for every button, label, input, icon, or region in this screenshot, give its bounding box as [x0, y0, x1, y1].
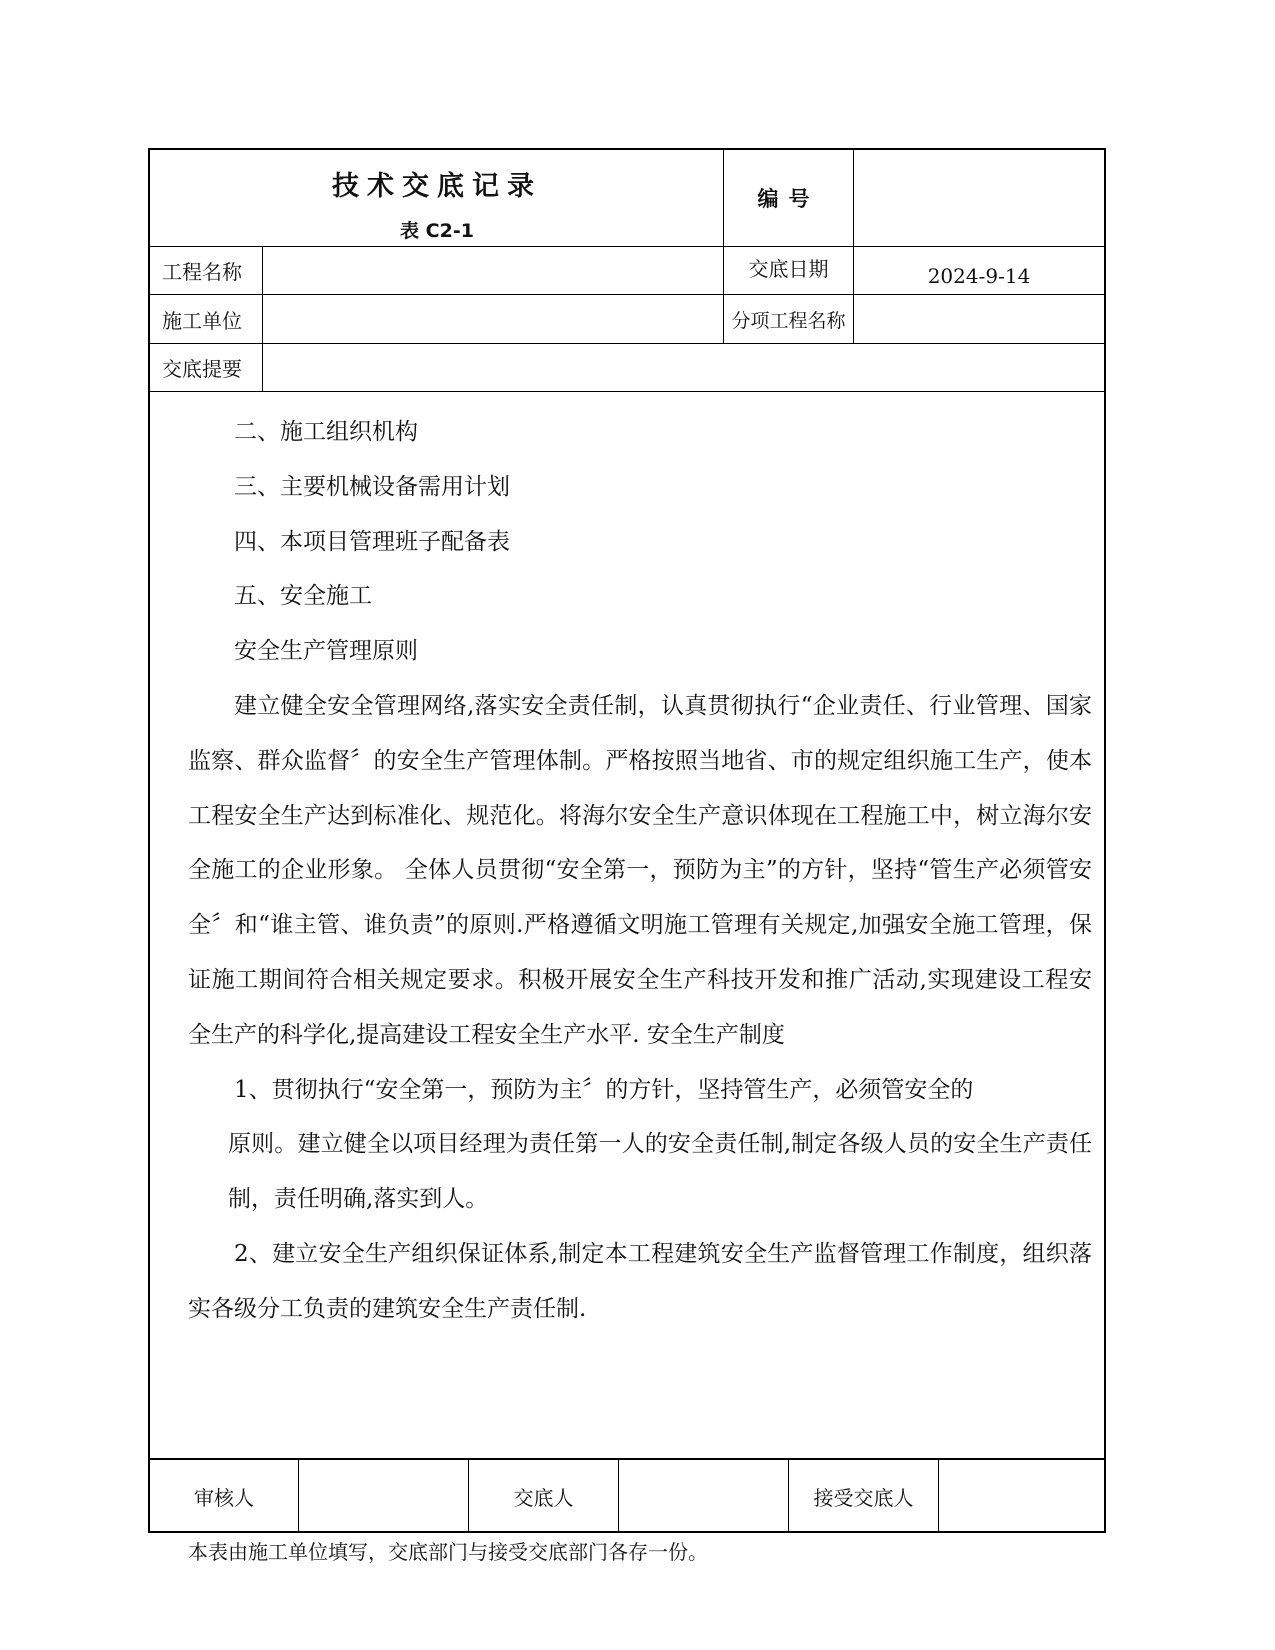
reviewer-signature[interactable] — [299, 1460, 468, 1532]
section-team: 四、本项目管理班子配备表 — [234, 528, 510, 555]
section-equipment: 三、主要机械设备需用计划 — [234, 473, 510, 500]
form-title: 技术交底记录 — [332, 171, 542, 202]
safety-rule-1: 1、贯彻执行“安全第一，预防为主〞的方针，坚持管生产，必须管安全的 — [234, 1076, 974, 1103]
disclosure-date-value[interactable]: 2024-9-14 — [927, 263, 1031, 288]
rule-row3 — [148, 391, 1106, 392]
form-title-block — [150, 150, 724, 246]
disclosure-date-label: 交底日期 — [748, 257, 829, 281]
summary-label: 交底提要 — [162, 357, 242, 381]
form-footnote: 本表由施工单位填写，交底部门与接受交底部门各存一份。 — [188, 1540, 708, 1564]
project-name-value[interactable] — [263, 247, 723, 294]
safety-rule-2: 2、建立安全生产组织保证体系,制定本工程建筑安全生产监督管理工作制度，组织落实各级分工负责的建筑安全生产责任制. — [188, 1240, 1092, 1322]
reviewer-label: 审核人 — [194, 1485, 254, 1510]
safety-principles-heading: 安全生产管理原则 — [234, 638, 418, 665]
summary-value[interactable] — [263, 344, 1105, 391]
subproject-label: 分项工程名称 — [731, 309, 846, 332]
number-value[interactable] — [854, 150, 1104, 246]
discloser-label: 交底人 — [513, 1485, 574, 1510]
section-org: 二、施工组织机构 — [234, 419, 418, 445]
form-code: 表 C2-1 — [400, 220, 474, 242]
disclosure-content — [188, 405, 1092, 1337]
receiver-label: 接受交底人 — [813, 1485, 914, 1510]
subproject-value[interactable] — [854, 295, 1104, 343]
number-label: 编号 — [757, 187, 820, 211]
discloser-signature[interactable] — [619, 1460, 788, 1532]
receiver-signature[interactable] — [939, 1460, 1104, 1532]
section-safety: 五、安全施工 — [234, 583, 372, 610]
safety-principles-text: 建立健全安全管理网络,落实安全责任制，认真贯彻执行“企业责任、行业管理、国家监察、群众监督〞的安全生产管理体制。严格按照当地省、市的规定组织施工生产，使本工程安全生产达到标准化、规范化。将海尔安全生产意识体现在工程施工中，树立海尔安全施工的企业形象。 全体人员贯彻“安全第一，预防为主”的方针，坚持“管生产必须管安全〞和“谁主管、谁负责”的原则.严格遵循文明施工管理有关规定,加强安全施工管理，保证施工期间符合相关规定要求。积极开展安全生产科技开发和推广活动,实现建设工程安全生产的科学化,提高建设工程安全生产水平. 安全生产制度 — [188, 692, 1092, 1048]
contractor-label: 施工单位 — [162, 308, 242, 333]
project-name-label: 工程名称 — [162, 260, 242, 284]
contractor-value[interactable] — [263, 295, 723, 343]
safety-rule-1-cont: 原则。建立健全以项目经理为责任第一人的安全责任制,制定各级人员的安全生产责任制，责任明确,落实到人。 — [228, 1131, 1092, 1213]
